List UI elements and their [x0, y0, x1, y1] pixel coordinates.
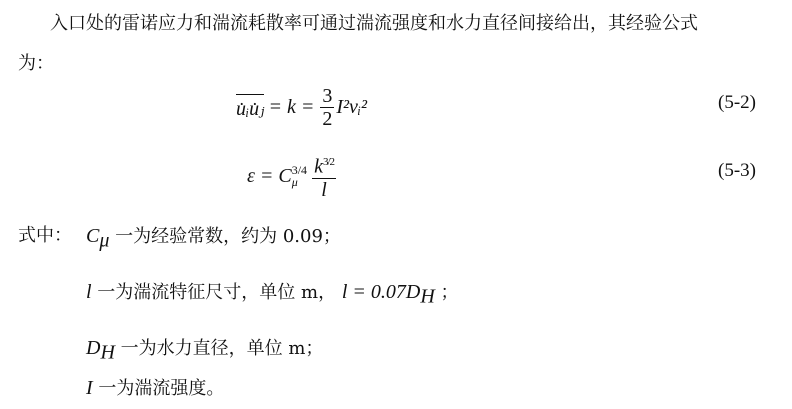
definition-d-h [86, 336, 324, 364]
definition-l-equation-sub: H [420, 285, 435, 308]
equation-5-2-k: = k = [268, 95, 315, 118]
equation-5-3-lhs: ε = C [247, 164, 292, 187]
equation-5-3-c-sub: μ [291, 175, 298, 189]
equation-5-3-frac-numerator [312, 151, 336, 179]
definition-d-h-text: 一为水力直径，单位 m； [120, 338, 324, 359]
intro-line-1: 入口处的雷诺应力和湍流耗散率可通过湍流强度和水力直径间接给出，其经验公式 [50, 13, 698, 34]
definitions-prefix: 式中： [18, 225, 72, 246]
definition-i-symbol: I [86, 377, 93, 399]
equation-5-3-c-sup: 3/4 [291, 163, 308, 177]
equation-5-3-number: (5-3) [718, 160, 756, 181]
equation-5-3-frac-den: l [321, 178, 327, 201]
equation-5-3-c-scripts [292, 164, 307, 188]
equation-5-3-fraction [312, 151, 336, 201]
definition-c-mu [86, 224, 341, 252]
equation-5-2-rhs: I²vᵢ² [336, 95, 368, 118]
equation-5-2-frac-num: 3 [322, 84, 333, 107]
equation-5-3-frac-num-sup: 3/2 [322, 156, 335, 169]
equation-5-2-lhs: u̇ᵢu̇ⱼ [236, 94, 264, 121]
equation-5-3-frac-num: k [314, 155, 323, 178]
intro-line-2: 为： [18, 53, 54, 74]
equation-5-2-frac-den: 2 [322, 107, 333, 130]
equation-5-3 [247, 150, 338, 202]
equation-5-2-number: (5-2) [718, 92, 756, 113]
definition-c-mu-text: 一为经验常数，约为 0.09； [115, 226, 341, 247]
definition-l-equation: l = 0.07D [341, 281, 421, 303]
definition-i [86, 376, 224, 401]
definition-d-h-symbol: D [86, 337, 101, 359]
definition-i-text: 一为湍流强度。 [98, 378, 225, 399]
definition-c-mu-sub: μ [99, 229, 110, 252]
equation-5-2-fraction [320, 85, 334, 130]
equation-5-2 [236, 84, 367, 130]
definition-l-end: ； [440, 282, 459, 303]
definition-c-mu-symbol: C [86, 225, 100, 247]
definition-l-text: 一为湍流特征尺寸，单位 m， [97, 282, 337, 303]
definition-d-h-sub: H [100, 341, 115, 364]
definition-l-symbol: l [86, 281, 92, 303]
definition-l [86, 280, 459, 308]
